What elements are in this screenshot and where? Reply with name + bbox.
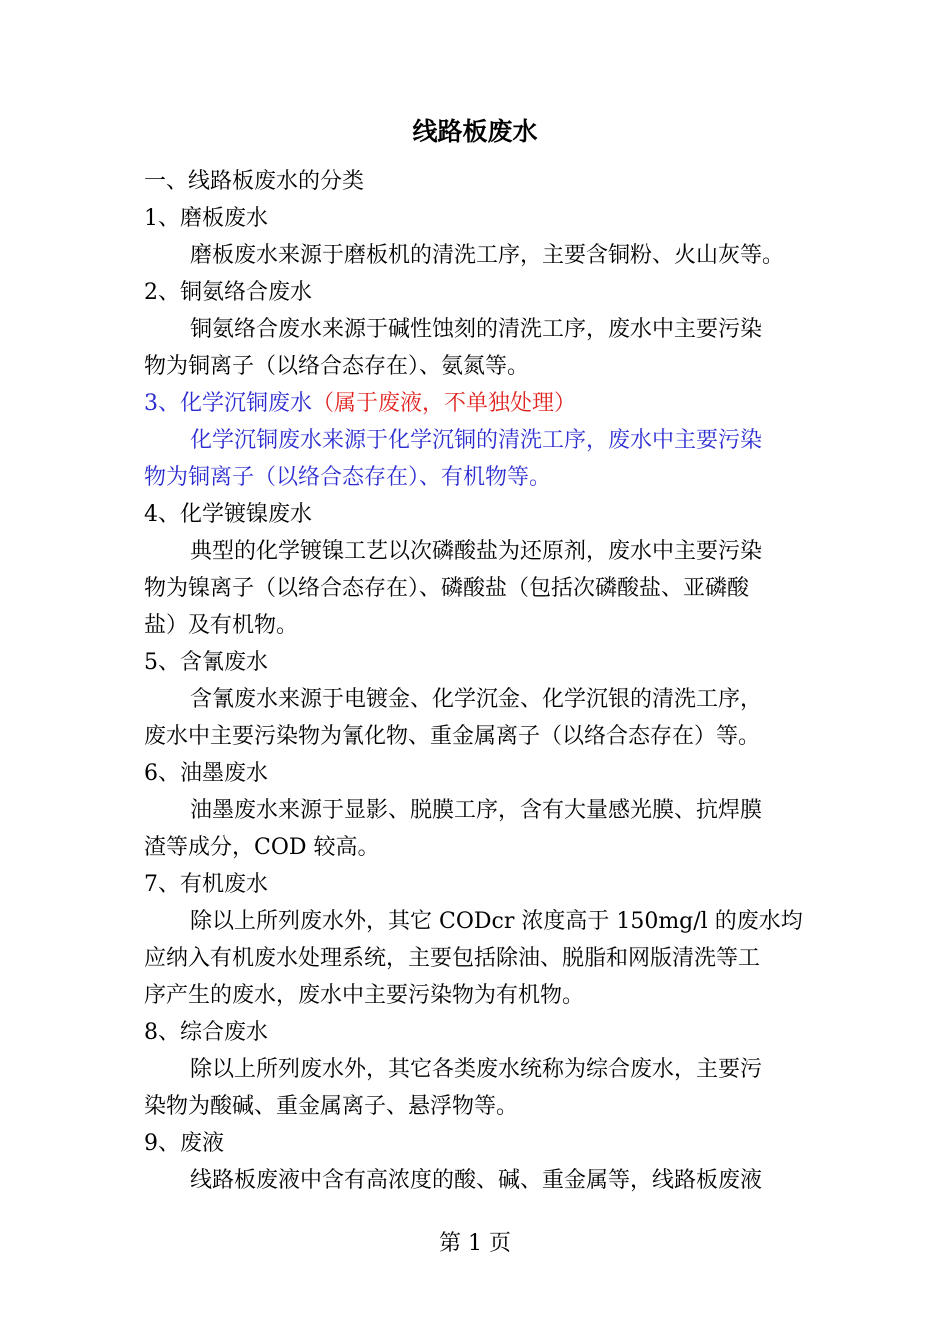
item-paragraph-7 xyxy=(144,903,808,1014)
document-title: 线路板废水 xyxy=(412,117,538,146)
paragraph-line: 除以上所列废水外，其它各类废水统称为综合废水，主要污 xyxy=(190,1057,763,1082)
paragraph-line: 序产生的废水，废水中主要污染物为有机物。 xyxy=(144,983,585,1008)
paragraph-line: 渣等成分，COD 较高。 xyxy=(144,835,380,860)
section-heading: 一、线路板废水的分类 xyxy=(144,169,365,194)
paragraph-line: 化学沉铜废水来源于化学沉铜的清洗工序，废水中主要污染 xyxy=(190,428,763,453)
paragraph-line: 应纳入有机废水处理系统，主要包括除油、脱脂和网版清洗等工 xyxy=(144,946,761,971)
item-heading-3-note: （属于废液，不单独处理） xyxy=(312,391,577,416)
item-paragraph-4 xyxy=(144,533,808,644)
item-paragraph-6 xyxy=(144,792,808,866)
paragraph-line: 线路板废液中含有高浓度的酸、碱、重金属等，线路板废液 xyxy=(190,1168,763,1193)
item-paragraph-5 xyxy=(144,681,808,755)
paragraph-line: 磨板废水来源于磨板机的清洗工序，主要含铜粉、火山灰等。 xyxy=(190,243,785,268)
paragraph-line: 典型的化学镀镍工艺以次磷酸盐为还原剂，废水中主要污染 xyxy=(190,539,763,564)
item-heading-3 xyxy=(144,385,808,422)
paragraph-line: 物为铜离子（以络合态存在）、有机物等。 xyxy=(144,465,552,490)
item-heading-9: 9、废液 xyxy=(144,1131,224,1156)
item-heading-2: 2、铜氨络合废水 xyxy=(144,280,312,305)
item-heading-3-text: 3、化学沉铜废水 xyxy=(144,391,312,416)
item-heading-6: 6、油墨废水 xyxy=(144,761,268,786)
paragraph-line: 物为铜离子（以络合态存在）、氨氮等。 xyxy=(144,354,530,379)
item-paragraph-2 xyxy=(144,311,808,385)
paragraph-line: 盐）及有机物。 xyxy=(144,613,299,638)
document-body xyxy=(144,163,808,1199)
paragraph-line: 染物为酸碱、重金属离子、悬浮物等。 xyxy=(144,1094,519,1119)
item-heading-7: 7、有机废水 xyxy=(144,872,268,897)
paragraph-line: 含氰废水来源于电镀金、化学沉金、化学沉银的清洗工序， xyxy=(190,687,763,712)
paragraph-line: 油墨废水来源于显影、脱膜工序，含有大量感光膜、抗焊膜 xyxy=(190,798,763,823)
item-heading-5: 5、含氰废水 xyxy=(144,650,268,675)
item-heading-1: 1、磨板废水 xyxy=(144,206,268,231)
item-paragraph-1 xyxy=(144,237,808,274)
paragraph-line: 铜氨络合废水来源于碱性蚀刻的清洗工序，废水中主要污染 xyxy=(190,317,763,342)
item-paragraph-9 xyxy=(144,1162,808,1199)
item-heading-4: 4、化学镀镍废水 xyxy=(144,502,312,527)
paragraph-line: 物为镍离子（以络合态存在）、磷酸盐（包括次磷酸盐、亚磷酸 xyxy=(144,576,750,601)
page-number: 第 1 页 xyxy=(439,1231,511,1256)
item-paragraph-8 xyxy=(144,1051,808,1125)
paragraph-line: 除以上所列废水外，其它 CODcr 浓度高于 150mg/l 的废水均 xyxy=(190,909,803,934)
item-paragraph-3 xyxy=(144,422,808,496)
item-heading-8: 8、综合废水 xyxy=(144,1020,268,1045)
paragraph-line: 废水中主要污染物为氰化物、重金属离子（以络合态存在）等。 xyxy=(144,724,761,749)
